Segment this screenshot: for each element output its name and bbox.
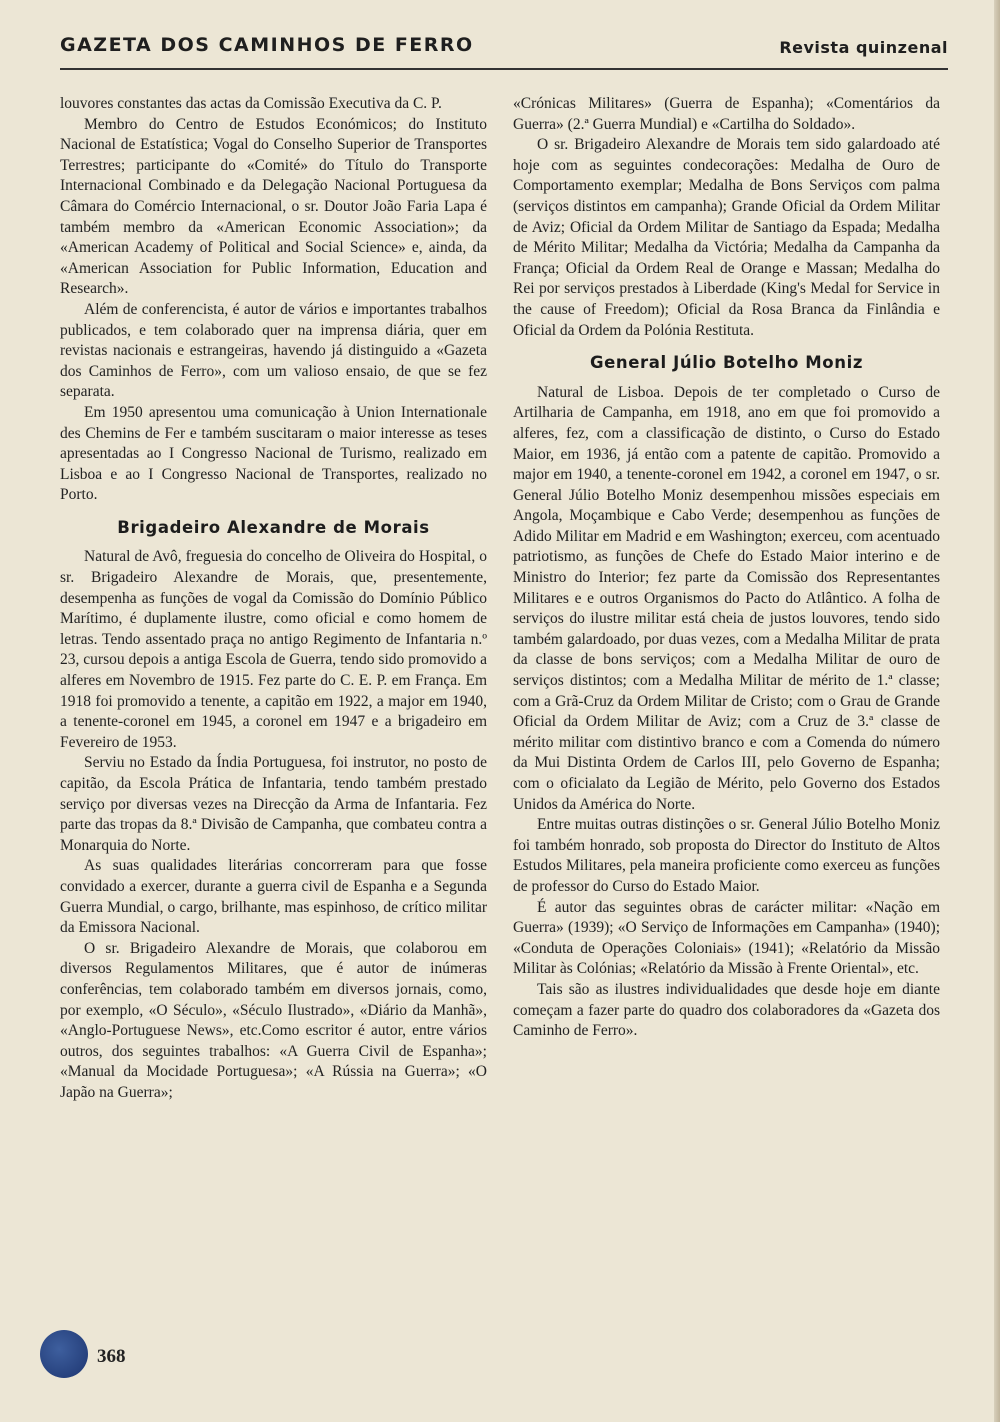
paragraph: Além de conferencista, é autor de vários e importantes trabalhos publicados, e tem colaborado quer na imprensa diária, quer em revistas nacionais e estrangeiras, havendo já distinguido a «Gazeta dos Caminhos de Ferro», com um valioso ensaio, de que se fez separata. — [60, 300, 487, 401]
page-number: 368 — [97, 1346, 126, 1367]
paragraph: O sr. Brigadeiro Alexandre de Morais tem sido galardoado até hoje com as seguintes condecorações: Medalha de Ouro de Comportamento exemplar; Medalha de Bons Serviços com palma (serviços distintos em campanha); Grande Oficial da Ordem Militar de Aviz; Oficial da Ordem Militar de Santiago da Espada; Medalha de Mérito Militar; Medalha da Victória; Medalha da Campanha da França; Oficial da Ordem Real de Orange e Massan; Medalha do Rei por serviços prestados à Liberdade (King's Medal for Service in the cause of Freedom); Oficial da Rosa Branca da Finlândia e Oficial da Ordem da Polónia Restituta. — [513, 136, 940, 339]
section-heading-morais: Brigadeiro Alexandre de Morais — [117, 517, 430, 537]
left-column — [60, 94, 487, 1334]
paragraph: Natural de Lisboa. Depois de ter completado o Curso de Artilharia de Campanha, em 1918, ano em que foi promovido a alferes, fez, com a classificação de distinto, o Curso do Estado Maior, em 1936, já então com a patente de capitão. Promovido a major em 1940, a tenente-coronel em 1942, a coronel em 1947, o sr. General Júlio Botelho Moniz desempenhou missões especiais em Angola, Moçambique e Cabo Verde; desempenhou as funções de Adido Militar em Madrid e em Washington; exerceu, com acentuado patriotismo, as funções de Chefe do Estado Maior interino e de Ministro do Interior; fez parte da Comissão dos Representantes Militares e e outros Organismos do Pacto do Atlântico. A folha de serviços do ilustre militar está cheia de justos louvores, tendo sido também galardoado, por duas vezes, com a Medalha Militar de prata da classe de bons serviços; com a Medalha Militar de ouro de serviços distintos; com a Medalha Militar de mérito de 1.ª classe; com a Grã-Cruz da Ordem Militar de Cristo; com o Grau de Grande Oficial da Ordem Militar de Aviz; com a Cruz de 3.ª classe de mérito militar com distintivo branco e com a Comenda do número da Mui Distinta Ordem de Carlos III, pelo Governo de Espanha; com o oficialato da Legião de Mérito, pelo Governo dos Estados Unidos da América do Norte. — [513, 383, 940, 813]
paragraph: As suas qualidades literárias concorreram para que fosse convidado a exercer, durante a guerra civil de Espanha e a Segunda Guerra Mundial, o cargo, brilhante, mas espinhoso, de crítico militar da Emissora Nacional. — [60, 857, 487, 937]
paragraph: «Crónicas Militares» (Guerra de Espanha); «Comentários da Guerra» (2.ª Guerra Mundial) e «Cartilha do Soldado». — [513, 95, 940, 133]
paragraph: louvores constantes das actas da Comissão Executiva da C. P. — [60, 95, 442, 112]
paragraph: Natural de Avô, freguesia do concelho de Oliveira do Hospital, o sr. Brigadeiro Alexandre de Morais, que, presentemente, desempenha as funções de vogal da Comissão do Domínio Público Marítimo, é duplamente ilustre, como oficial e como homem de letras. Tendo assentado praça no antigo Regimento de Infantaria n.º 23, cursou depois a antiga Escola de Guerra, tendo sido promovido a alferes em Novembro de 1915. Fez parte do C. E. P. em França. Em 1918 foi promovido a tenente, a capitão em 1922, a major em 1940, a tenente-coronel em 1945, a coronel em 1947 e a brigadeiro em Fevereiro de 1953. — [60, 548, 487, 751]
paragraph: O sr. Brigadeiro Alexandre de Morais, que colaborou em diversos Regulamentos Militares, que é autor de inúmeras conferências, tem colaborado também em diversos jornais, como, por exemplo, «O Século», «Século Ilustrado», «Diário da Manhã», «Anglo-Portuguese News», etc.Como escritor é autor, entre vários outros, dos seguintes trabalhos: «A Guerra Civil de Espanha»; «Manual da Mocidade Portuguesa»; «A Rússia na Guerra»; «O Japão na Guerra»; — [60, 939, 487, 1101]
paragraph: Tais são as ilustres individualidades que desde hoje em diante começam a fazer parte do quadro dos colaboradores da «Gazeta dos Caminho de Ferro». — [513, 980, 940, 1040]
paragraph: Em 1950 apresentou uma comunicação à Union Internationale des Chemins de Fer e também suscitaram o maior interesse as teses apresentadas ao I Congresso Nacional de Turismo, realizado em Lisboa e ao I Congresso Nacional de Transportes, realizado no Porto. — [60, 403, 487, 504]
paragraph: Serviu no Estado da Índia Portuguesa, foi instrutor, no posto de capitão, da Escola Prática de Infantaria, tendo também prestado serviço por diversas vezes na Direcção da Arma de Infantaria. Fez parte das tropas da 8.ª Divisão de Campanha, que combateu contra a Monarquia do Norte. — [60, 754, 487, 854]
right-column — [513, 94, 940, 1334]
publication-title: GAZETA DOS CAMINHOS DE FERRO — [60, 34, 474, 56]
section-heading-moniz: General Júlio Botelho Moniz — [589, 353, 864, 373]
publication-subtitle: Revista quinzenal — [779, 38, 948, 57]
page-edge — [994, 0, 1000, 1422]
paragraph: É autor das seguintes obras de carácter militar: «Nação em Guerra» (1939); «O Serviço de Informações em Campanha» (1940); «Conduta de Operações Coloniais» (1941); «Relatório da Missão Militar às Colónias; «Relatório da Missão à Frente Oriental», etc. — [513, 898, 940, 978]
page-header — [60, 28, 948, 70]
page-badge-circle — [40, 1330, 88, 1378]
paragraph: Entre muitas outras distinções o sr. General Júlio Botelho Moniz foi também honrado, sob proposta do Director do Instituto de Altos Estudos Militares, pela maneira proficiente como exerceu as funções de professor do Curso do Estado Maior. — [513, 816, 940, 895]
paragraph: Membro do Centro de Estudos Económicos; do Instituto Nacional de Estatística; Vogal do Conselho Superior de Transportes Terrestres; participante do «Comité» do Título do Transporte Internacional Combinado e da Delegação Nacional Portuguesa da Câmara do Comércio Internacional, o sr. Doutor João Faria Lapa é também membro da «American Economic Association»; da «American Academy of Political and Social Science» e, ainda, da «American Association for Public Information, Education and Research». — [60, 115, 487, 298]
